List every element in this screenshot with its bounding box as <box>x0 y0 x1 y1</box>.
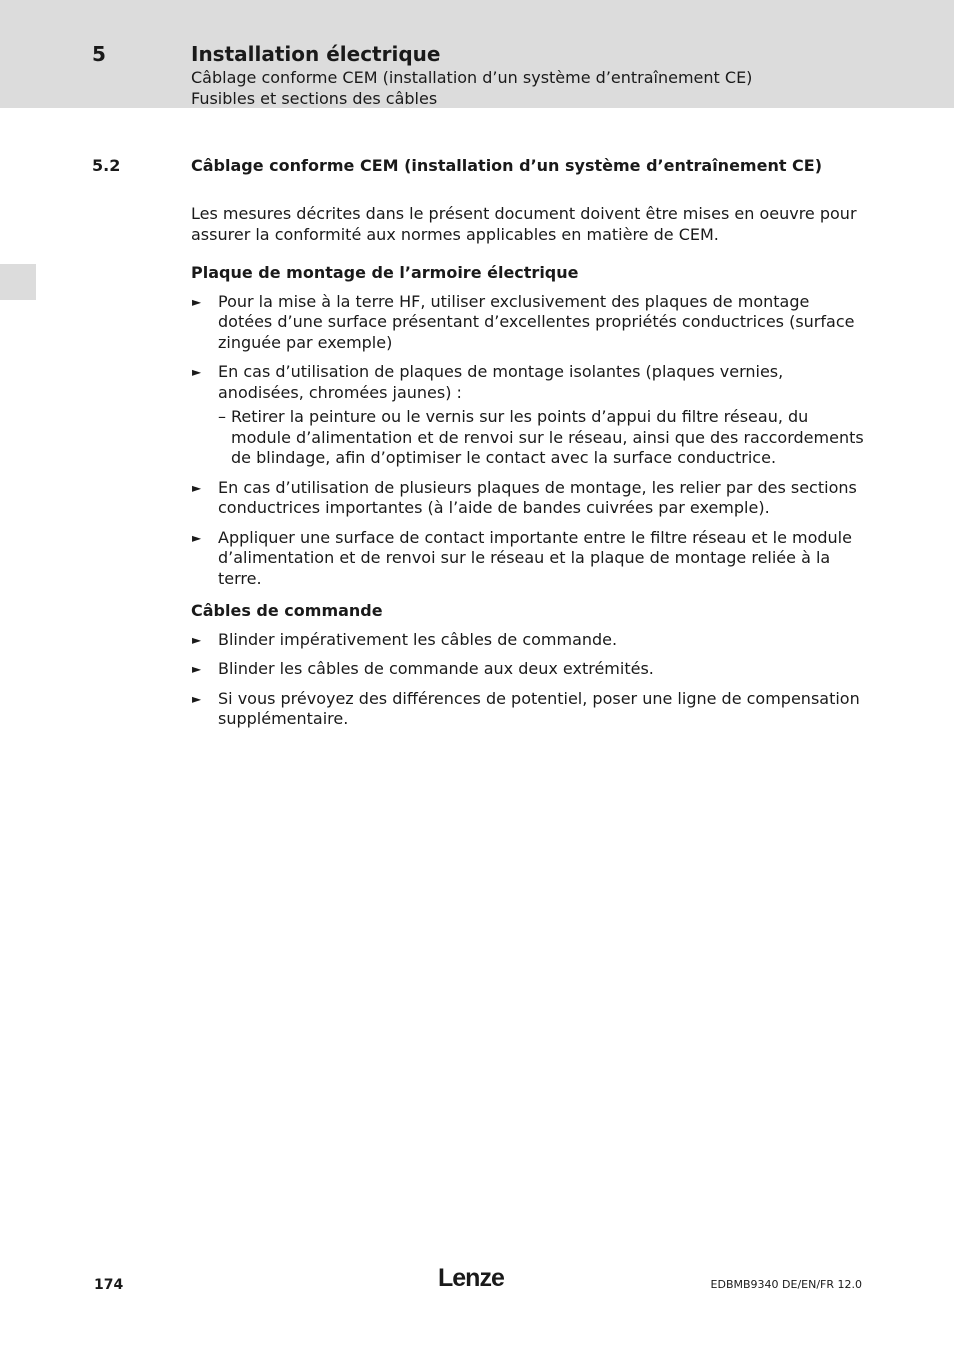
triangle-bullet-icon: ► <box>192 691 202 706</box>
list-item-text: Blinder les câbles de commande aux deux extrémités. <box>218 659 654 678</box>
triangle-bullet-icon: ► <box>192 480 202 495</box>
list-item <box>191 689 867 730</box>
list-item <box>191 528 867 590</box>
section-content <box>191 204 867 739</box>
chapter-subtitle-2: Fusibles et sections des câbles <box>191 89 438 108</box>
list-item <box>191 292 867 354</box>
chapter-number: 5 <box>92 42 106 66</box>
list-item <box>191 659 867 680</box>
intro-paragraph: Les mesures décrites dans le présent document doivent être mises en oeuvre pour assurer la conformité aux normes applicables en matière de CEM. <box>191 204 857 244</box>
triangle-bullet-icon: ► <box>192 294 202 309</box>
list-item-text: Pour la mise à la terre HF, utiliser exclusivement des plaques de montage dotées d’une surface présentant d’excellentes propriétés conductrices (surface zinguée par exemple) <box>218 291 855 352</box>
list-item <box>191 630 867 651</box>
list-item-text: En cas d’utilisation de plusieurs plaques de montage, les relier par des sections conductrices importantes (à l’aide de bandes cuivrées par exemple). <box>218 477 857 517</box>
chapter-subtitle-1: Câblage conforme CEM (installation d’un système d’entraînement CE) <box>191 68 753 87</box>
subsection-heading-mounting-plate: Plaque de montage de l’armoire électrique <box>191 263 579 282</box>
header-band <box>0 0 954 108</box>
triangle-bullet-icon: ► <box>192 632 202 647</box>
section-title: Câblage conforme CEM (installation d’un système d’entraînement CE) <box>191 156 823 175</box>
list-item <box>191 478 867 519</box>
subsection-heading-control-cables: Câbles de commande <box>191 601 383 620</box>
control-cables-list <box>191 630 867 730</box>
section-number: 5.2 <box>92 156 121 175</box>
triangle-bullet-icon: ► <box>192 365 202 379</box>
dash-sub-item <box>218 407 867 469</box>
document-reference: EDBMB9340 DE/EN/FR 12.0 <box>710 1278 862 1291</box>
page-number: 174 <box>94 1277 124 1293</box>
list-item-text: Blinder impérativement les câbles de commande. <box>218 629 618 649</box>
chapter-title: Installation électrique <box>191 42 441 66</box>
chapter-side-tab <box>0 264 36 300</box>
list-item-text: En cas d’utilisation de plaques de montage isolantes (plaques vernies, anodisées, chromées jaunes) : <box>218 362 784 402</box>
dash-sub-item-text: Retirer la peinture ou le vernis sur les points d’appui du filtre réseau, du module d’alimentation et de renvoi sur le réseau, ainsi que des raccordements de blindage, afin d’optimiser le contact avec la surface conductrice. <box>231 407 864 467</box>
list-item-text: Si vous prévoyez des différences de potentiel, poser une ligne de compensation supplémentaire. <box>218 688 860 728</box>
dash-marker: – <box>218 407 226 426</box>
mounting-plate-list <box>191 292 867 590</box>
list-item <box>191 362 867 469</box>
lenze-logo: Lenze <box>438 1264 504 1292</box>
list-item-text: Appliquer une surface de contact importante entre le filtre réseau et le module d’alimentation et de renvoi sur le réseau et la plaque de montage reliée à la terre. <box>218 527 852 588</box>
triangle-bullet-icon: ► <box>192 662 202 676</box>
triangle-bullet-icon: ► <box>192 530 202 545</box>
